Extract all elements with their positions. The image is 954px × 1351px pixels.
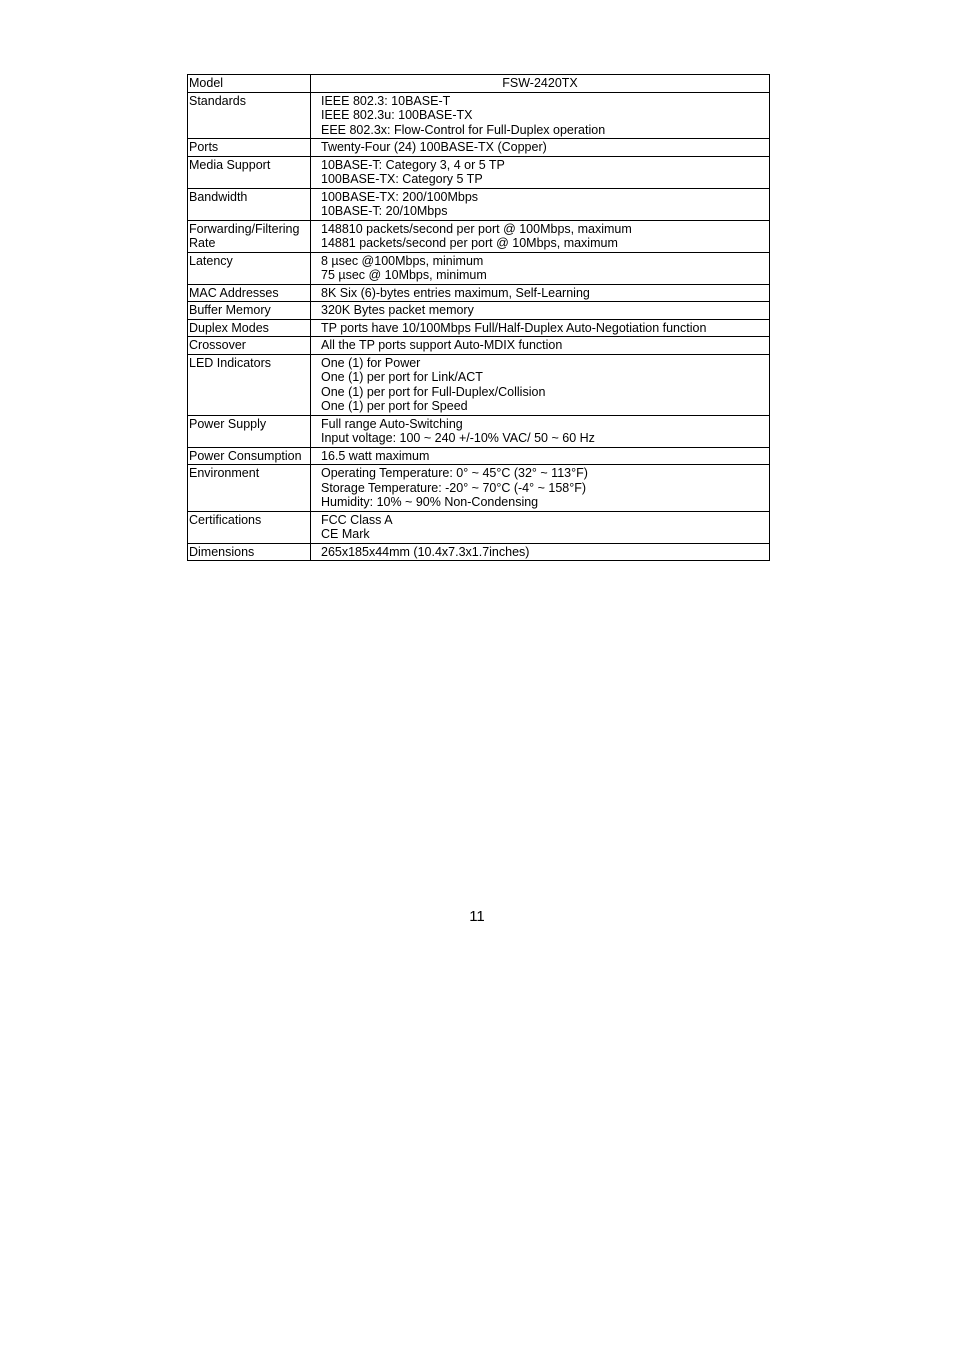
spec-label (188, 465, 311, 512)
spec-label (188, 543, 311, 561)
table-row (188, 188, 770, 220)
spec-value-line: Humidity: 10% ~ 90% Non-Condensing (321, 495, 539, 509)
spec-value-line: 265x185x44mm (10.4x7.3x1.7inches) (321, 544, 530, 559)
spec-value-line: 320K Bytes packet memory (321, 303, 474, 317)
spec-value-line: 8K Six (6)-bytes entries maximum, Self-Learning (321, 285, 590, 300)
table-row (188, 302, 770, 320)
spec-label-text: Standards (189, 93, 246, 108)
spec-label (188, 188, 311, 220)
spec-label-text: Power Supply (189, 416, 267, 431)
spec-label (188, 302, 311, 320)
table-row (188, 319, 770, 337)
table-row (188, 156, 770, 188)
spec-label-text: Forwarding/Filtering Rate (189, 221, 300, 250)
spec-value (311, 139, 770, 157)
spec-value (311, 543, 770, 561)
spec-value (311, 465, 770, 512)
spec-value-line: 16.5 watt maximum (321, 448, 430, 463)
spec-value-line: Operating Temperature: 0° ~ 45°C (32° ~ 113°F) (321, 466, 588, 480)
spec-value (311, 319, 770, 337)
spec-value-line: IEEE 802.3u: 100BASE-TX (321, 108, 473, 122)
spec-value (311, 252, 770, 284)
spec-value (311, 354, 770, 415)
table-row (188, 252, 770, 284)
table-row (188, 465, 770, 512)
spec-label (188, 92, 311, 139)
spec-value-line: EEE 802.3x: Flow-Control for Full-Duplex operation (321, 122, 606, 137)
spec-value-line: FCC Class A (321, 512, 393, 527)
spec-value (311, 220, 770, 252)
spec-value-line: 10BASE-T: 20/10Mbps (321, 204, 448, 218)
spec-label-text: Power Consumption (189, 448, 302, 463)
spec-value-line: 75 µsec @ 10Mbps, minimum (321, 268, 487, 282)
spec-value (311, 284, 770, 302)
spec-value-line: CE Mark (321, 527, 370, 541)
spec-value (311, 511, 770, 543)
spec-label (188, 337, 311, 355)
spec-value (311, 156, 770, 188)
table-row (188, 511, 770, 543)
spec-label (188, 319, 311, 337)
spec-label (188, 220, 311, 252)
table-row (188, 284, 770, 302)
spec-label (188, 415, 311, 447)
spec-label-text: Ports (189, 140, 219, 154)
spec-value-line: 100BASE-TX: Category 5 TP (321, 172, 483, 186)
spec-value-line: 8 µsec @100Mbps, minimum (321, 253, 484, 268)
spec-value-line: 100BASE-TX: 200/100Mbps (321, 189, 479, 204)
table-row (188, 354, 770, 415)
table-row (188, 139, 770, 157)
spec-label (188, 156, 311, 188)
spec-value-line: IEEE 802.3: 10BASE-T (321, 93, 451, 108)
spec-value-line: 10BASE-T: Category 3, 4 or 5 TP (321, 157, 505, 172)
spec-value (311, 337, 770, 355)
spec-label-text: Duplex Modes (189, 320, 269, 335)
spec-label (188, 511, 311, 543)
spec-value-line: One (1) per port for Speed (321, 399, 468, 413)
spec-label-text: Latency (189, 253, 233, 268)
spec-label-text: LED Indicators (189, 355, 271, 370)
spec-value-line: 14881 packets/second per port @ 10Mbps, maximum (321, 236, 618, 250)
table-row (188, 337, 770, 355)
spec-value-line: One (1) per port for Link/ACT (321, 370, 483, 384)
model-label: Model (188, 75, 311, 93)
spec-label-text: Crossover (189, 338, 246, 352)
spec-label-text: Environment (189, 466, 260, 480)
specifications-table-body (188, 75, 770, 561)
table-row (188, 447, 770, 465)
specifications-table (187, 74, 770, 561)
spec-label-text: Media Support (189, 157, 271, 172)
table-row (188, 92, 770, 139)
spec-label (188, 139, 311, 157)
spec-value (311, 415, 770, 447)
table-row (188, 220, 770, 252)
spec-label-text: MAC Addresses (189, 285, 279, 300)
spec-value (311, 302, 770, 320)
spec-label (188, 354, 311, 415)
model-value: FSW-2420TX (311, 75, 770, 93)
spec-value-line: Input voltage: 100 ~ 240 +/-10% VAC/ 50 ~ 60 Hz (321, 431, 595, 445)
page-number: 11 (469, 908, 485, 925)
spec-label (188, 252, 311, 284)
spec-value-line: TP ports have 10/100Mbps Full/Half-Duplex Auto-Negotiation function (321, 320, 707, 335)
table-row (188, 543, 770, 561)
spec-value-line: Twenty-Four (24) 100BASE-TX (Copper) (321, 140, 547, 154)
spec-label (188, 284, 311, 302)
spec-value-line: All the TP ports support Auto-MDIX function (321, 338, 563, 352)
spec-value (311, 188, 770, 220)
spec-value (311, 92, 770, 139)
table-row (188, 415, 770, 447)
spec-value-line: Storage Temperature: -20° ~ 70°C (-4° ~ 158°F) (321, 480, 587, 495)
spec-label (188, 447, 311, 465)
spec-label-text: Dimensions (189, 544, 255, 559)
spec-value-line: One (1) for Power (321, 355, 421, 370)
spec-label-text: Certifications (189, 512, 262, 527)
spec-value-line: One (1) per port for Full-Duplex/Collision (321, 384, 546, 399)
spec-value-line: 148810 packets/second per port @ 100Mbps, maximum (321, 221, 632, 236)
spec-value (311, 447, 770, 465)
table-header-row (188, 75, 770, 93)
spec-value-line: Full range Auto-Switching (321, 416, 463, 431)
spec-label-text: Bandwidth (189, 189, 248, 204)
spec-label-text: Buffer Memory (189, 303, 271, 317)
